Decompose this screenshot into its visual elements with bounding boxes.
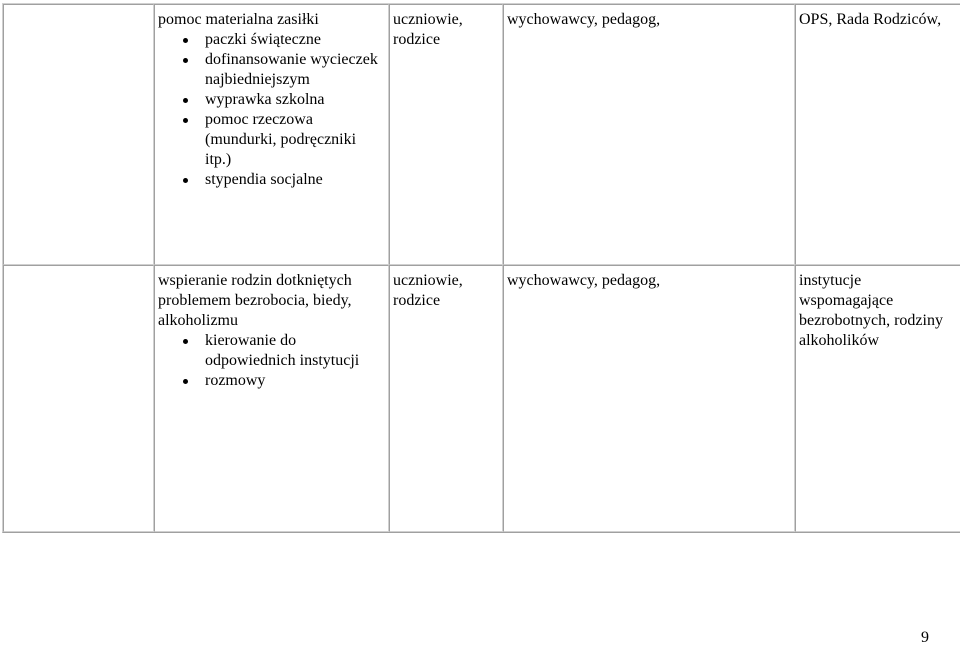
task-bullet-list bbox=[158, 331, 385, 391]
table-row bbox=[3, 265, 960, 532]
task-cell bbox=[154, 4, 389, 265]
partners-cell: OPS, Rada Rodziców, bbox=[795, 4, 960, 265]
recipients-cell: uczniowie, rodzice bbox=[389, 265, 503, 532]
list-item: wyprawka szkolna bbox=[205, 90, 385, 110]
task-title: wspieranie rodzin dotkniętych problemem bezrobocia, biedy, alkoholizmu bbox=[158, 272, 352, 329]
task-bullet-list bbox=[158, 30, 385, 190]
content-table bbox=[2, 3, 960, 533]
list-item: paczki świąteczne bbox=[205, 30, 385, 50]
list-item: pomoc rzeczowa (mundurki, podręczniki itp.) bbox=[205, 110, 385, 170]
task-title: pomoc materialna zasiłki bbox=[158, 11, 319, 28]
empty-cell bbox=[3, 265, 154, 532]
task-cell bbox=[154, 265, 389, 532]
list-item: stypendia socjalne bbox=[205, 170, 385, 190]
list-item: rozmowy bbox=[205, 371, 385, 391]
recipients-cell: uczniowie, rodzice bbox=[389, 4, 503, 265]
partners-cell: instytucje wspomagające bezrobotnych, rodziny alkoholików bbox=[795, 265, 960, 532]
table-row bbox=[3, 4, 960, 265]
list-item: dofinansowanie wycieczek najbiedniejszym bbox=[205, 50, 385, 90]
responsible-cell: wychowawcy, pedagog, bbox=[503, 4, 795, 265]
list-item: kierowanie do odpowiednich instytucji bbox=[205, 331, 385, 371]
empty-cell bbox=[3, 4, 154, 265]
responsible-cell: wychowawcy, pedagog, bbox=[503, 265, 795, 532]
page-number: 9 bbox=[921, 629, 929, 646]
